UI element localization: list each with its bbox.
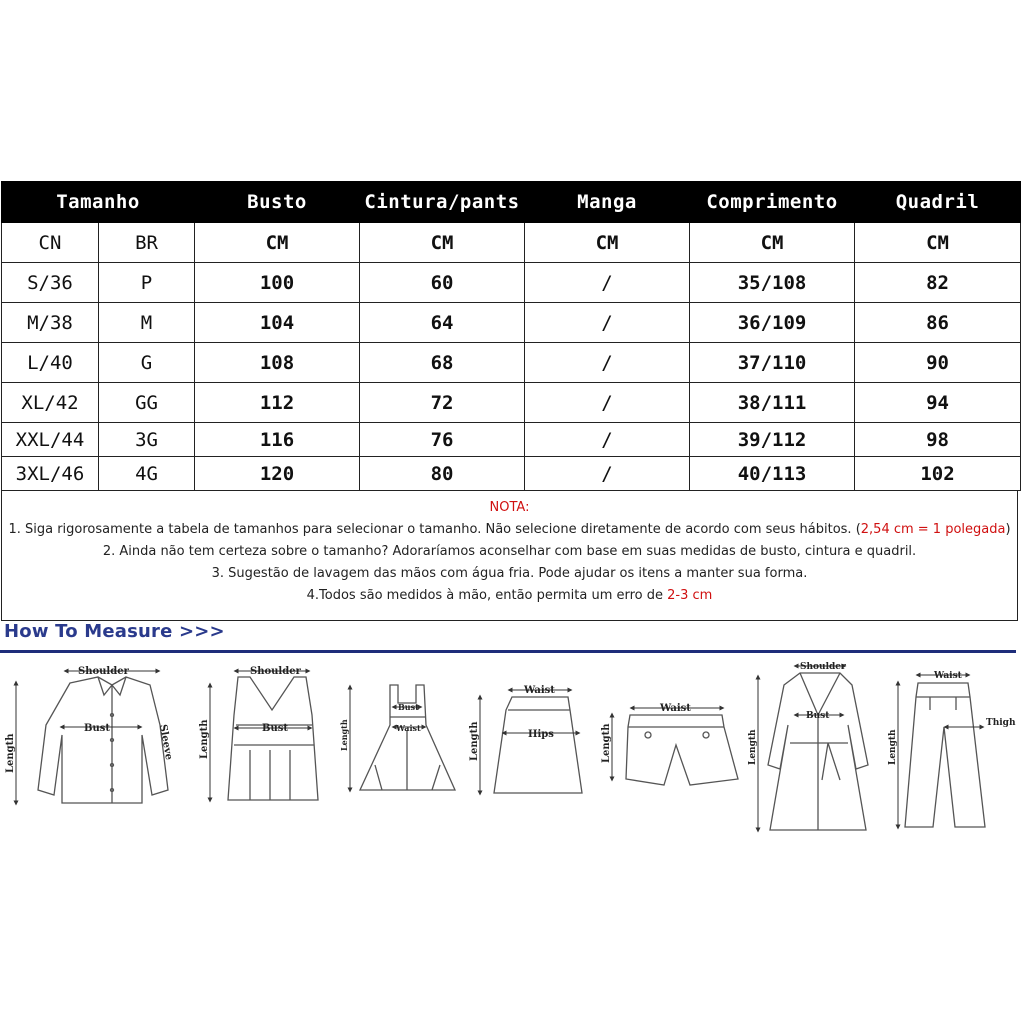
coat-sketch-icon <box>768 673 868 830</box>
table-cell: 3XL/46 <box>2 457 99 491</box>
label-length: Length <box>5 733 16 773</box>
table-cell: / <box>525 263 690 303</box>
label-length: Length <box>888 729 898 765</box>
table-cell: 37/110 <box>690 343 855 383</box>
table-cell: 4G <box>99 457 195 491</box>
label-length: Length <box>199 719 210 759</box>
table-cell: 86 <box>855 303 1021 343</box>
table-row <box>2 263 1021 303</box>
label-bust: Bust <box>398 702 419 712</box>
table-cell: S/36 <box>2 263 99 303</box>
table-cell: 116 <box>195 423 360 457</box>
table-cell: XL/42 <box>2 383 99 423</box>
table-cell: / <box>525 423 690 457</box>
note-text: ) <box>1005 522 1011 537</box>
note-line-2: 2. Ainda não tem certeza sobre o tamanho? Adoraríamos aconselhar com base em suas medidas de busto, cintura e quadril. <box>102 544 917 559</box>
table-cell: / <box>525 343 690 383</box>
label-length: Length <box>339 719 349 751</box>
notes-box <box>1 491 1018 621</box>
tank-top-sketch-icon <box>228 677 318 800</box>
unit-cell: CM <box>855 223 1021 263</box>
table-cell: 104 <box>195 303 360 343</box>
unit-cell: CM <box>360 223 525 263</box>
table-cell: XXL/44 <box>2 423 99 457</box>
label-thigh: Thigh <box>986 718 1016 728</box>
table-cell: 36/109 <box>690 303 855 343</box>
table-cell: 112 <box>195 383 360 423</box>
table-cell: 102 <box>855 457 1021 491</box>
table-header-row <box>2 182 1021 223</box>
table-row <box>2 383 1021 423</box>
label-shoulder: Shoulder <box>250 666 301 677</box>
label-waist: Waist <box>396 723 421 733</box>
header-busto: Busto <box>195 182 360 223</box>
table-cell: 60 <box>360 263 525 303</box>
table-cell: M/38 <box>2 303 99 343</box>
table-row <box>2 303 1021 343</box>
unit-cell: BR <box>99 223 195 263</box>
units-row <box>2 223 1021 263</box>
note-text: 4.Todos são medidos à mão, então permita um erro de <box>306 588 668 603</box>
table-cell: 98 <box>855 423 1021 457</box>
table-cell: 94 <box>855 383 1021 423</box>
label-waist: Waist <box>524 685 555 696</box>
table-cell: 80 <box>360 457 525 491</box>
header-quadril: Quadril <box>855 182 1021 223</box>
label-shoulder: Shoulder <box>800 662 846 672</box>
table-cell: M <box>99 303 195 343</box>
table-cell: 38/111 <box>690 383 855 423</box>
header-comprimento: Comprimento <box>690 182 855 223</box>
note-line-3: 3. Sugestão de lavagem das mãos com água fria. Pode ajudar os itens a manter sua forma. <box>211 566 808 581</box>
table-cell: 64 <box>360 303 525 343</box>
garment-sketches <box>0 655 1021 835</box>
label-waist: Waist <box>934 671 962 681</box>
label-shoulder: Shoulder <box>78 666 129 677</box>
label-bust: Bust <box>84 723 110 734</box>
how-to-measure-title: How To Measure >>> <box>4 621 225 642</box>
shorts-sketch-icon <box>626 715 738 785</box>
table-cell: 3G <box>99 423 195 457</box>
table-cell: L/40 <box>2 343 99 383</box>
table-cell: GG <box>99 383 195 423</box>
table-cell: 76 <box>360 423 525 457</box>
table-cell: 100 <box>195 263 360 303</box>
how-to-measure-header <box>0 620 1021 650</box>
unit-cell: CM <box>195 223 360 263</box>
table-row <box>2 343 1021 383</box>
size-table <box>1 181 1021 491</box>
label-sleeve: Sleeve <box>157 723 175 761</box>
table-cell: 68 <box>360 343 525 383</box>
note-conversion: 2,54 cm = 1 polegada <box>860 522 1006 537</box>
size-chart <box>0 181 1021 621</box>
notes-title: NOTA: <box>489 500 530 515</box>
table-cell: 72 <box>360 383 525 423</box>
note-line-1 <box>2 519 1017 541</box>
label-length: Length <box>469 721 480 761</box>
skirt-sketch-icon <box>494 697 582 793</box>
pants-sketch-icon <box>905 683 985 827</box>
blouse-sketch-icon <box>38 677 168 803</box>
header-tamanho: Tamanho <box>2 182 195 223</box>
divider <box>0 650 1016 653</box>
label-waist: Waist <box>660 703 691 714</box>
label-bust: Bust <box>806 711 830 721</box>
label-length: Length <box>601 723 612 763</box>
table-row <box>2 423 1021 457</box>
unit-cell: CM <box>690 223 855 263</box>
table-cell: / <box>525 303 690 343</box>
label-hips: Hips <box>528 729 554 740</box>
table-cell: 39/112 <box>690 423 855 457</box>
table-cell: 35/108 <box>690 263 855 303</box>
table-cell: 82 <box>855 263 1021 303</box>
note-error-range: 2-3 cm <box>667 588 713 603</box>
unit-cell: CN <box>2 223 99 263</box>
table-row <box>2 457 1021 491</box>
table-cell: 120 <box>195 457 360 491</box>
unit-cell: CM <box>525 223 690 263</box>
note-line-4 <box>2 585 1017 607</box>
header-manga: Manga <box>525 182 690 223</box>
note-text: 1. Siga rigorosamente a tabela de tamanhos para selecionar o tamanho. Não selecione diretamente de acordo com seus hábitos. ( <box>8 522 861 537</box>
table-cell: 40/113 <box>690 457 855 491</box>
table-cell: 108 <box>195 343 360 383</box>
table-cell: G <box>99 343 195 383</box>
table-cell: 90 <box>855 343 1021 383</box>
table-cell: P <box>99 263 195 303</box>
label-bust: Bust <box>262 723 288 734</box>
dress-sketch-icon <box>360 685 455 790</box>
table-cell: / <box>525 383 690 423</box>
header-cintura: Cintura/pants <box>360 182 525 223</box>
label-length: Length <box>748 729 758 765</box>
table-cell: / <box>525 457 690 491</box>
measurement-diagrams <box>0 655 1021 835</box>
